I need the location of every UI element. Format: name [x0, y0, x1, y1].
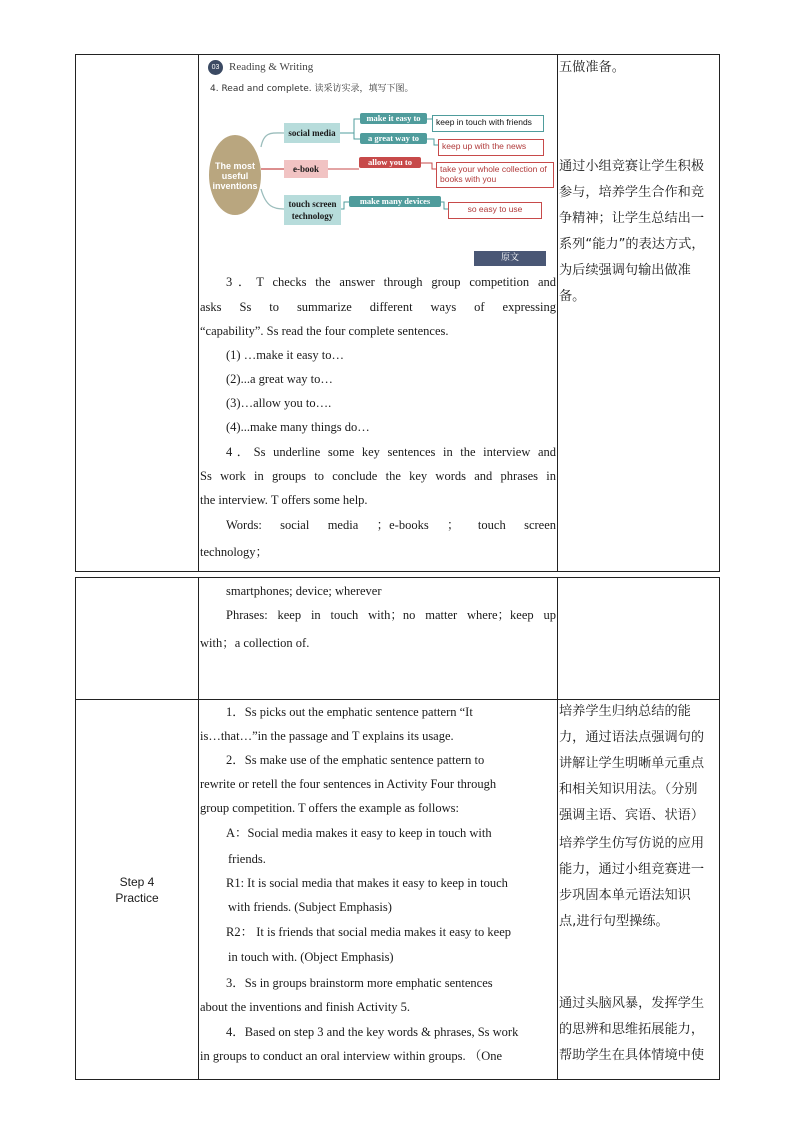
answer-keep-in-touch: keep in touch with friends: [432, 115, 544, 132]
answer-collection: take your whole collection of books with you: [436, 162, 554, 188]
body-line: Ss work in groups to conclude the key words and phrases in: [200, 469, 556, 483]
body-line: “capability”. Ss read the four complete sentences.: [200, 324, 449, 338]
practice-line: group competition. T offers the example as follows:: [200, 801, 459, 815]
pill-many-devices: make many devices: [349, 196, 441, 207]
design-note: 系列“能力”的表达方式，: [559, 237, 705, 252]
practice-line: 2．Ss make use of the emphatic sentence pattern to: [226, 753, 485, 767]
practice-line: friends.: [228, 852, 266, 866]
design-note: 通过头脑风暴，发挥学生: [559, 996, 705, 1011]
body-line: asks Ss to summarize different ways of expressing: [200, 300, 556, 314]
design-note: 讲解让学生明晰单元重点: [559, 756, 705, 771]
body-line: Phrases: keep in touch with；no matter where；keep up: [226, 608, 556, 622]
body-line: 3．T checks the answer through group competition and: [226, 275, 556, 289]
section-badge: 03: [208, 60, 223, 75]
design-note: 通过小组竞赛让学生积极: [559, 159, 705, 174]
body-line: (1) …make it easy to…: [226, 348, 345, 362]
design-note: 为后续强调句输出做准: [559, 263, 691, 278]
column-divider: [198, 55, 199, 571]
step-label: Step 4: [119, 875, 155, 889]
original-text-button[interactable]: 原文: [474, 251, 546, 266]
practice-line: rewrite or retell the four sentences in Activity Four through: [200, 777, 497, 791]
design-note: 步巩固本单元语法知识: [559, 888, 691, 903]
body-line: with；a collection of.: [200, 636, 310, 650]
pill-make-easy: make it easy to: [360, 113, 427, 124]
design-note: 培养学生仿写仿说的应用: [559, 836, 705, 851]
design-note: 帮助学生在具体情境中使: [559, 1048, 705, 1063]
design-note: 的思辨和思维拓展能力，: [559, 1022, 705, 1037]
column-divider: [198, 578, 199, 1079]
body-line: (2)...a great way to…: [226, 372, 333, 386]
reading-writing-figure: [204, 57, 554, 269]
body-line: Words: social media ；e-books ； touch screen: [226, 518, 556, 532]
practice-line: 4．Based on step 3 and the key words & phrases, Ss work: [226, 1025, 519, 1039]
design-note: 点,进行句型操练。: [559, 914, 669, 929]
practice-line: about the inventions and finish Activity 5.: [200, 1000, 411, 1014]
body-line: (3)…allow you to….: [226, 396, 332, 410]
body-line: the interview. T offers some help.: [200, 493, 368, 507]
body-line: smartphones; device; wherever: [226, 584, 382, 598]
design-note: 培养学生归纳总结的能: [559, 704, 691, 719]
node-touch-screen: touch screen technology: [284, 195, 341, 225]
practice-line: R2： It is friends that social media makes it easy to keep: [226, 925, 511, 939]
practice-line: 1．Ss picks out the emphatic sentence pattern “It: [226, 705, 473, 719]
section-header: Reading & Writing: [229, 61, 314, 73]
body-line: technology；: [200, 545, 269, 559]
practice-line: 3．Ss in groups brainstorm more emphatic sentences: [226, 976, 493, 990]
column-divider: [557, 55, 558, 571]
pill-allow-you: allow you to: [359, 157, 421, 168]
design-note: 和相关知识用法。（分别: [559, 782, 698, 797]
node-social-media: social media: [284, 123, 340, 143]
body-line: (4)...make many things do…: [226, 420, 370, 434]
row-divider: [76, 699, 719, 700]
answer-easy-use: so easy to use: [448, 202, 542, 219]
design-note: 能力，通过小组竞赛进一: [559, 862, 705, 877]
bottom-table: [75, 577, 720, 1080]
column-divider: [557, 578, 558, 1079]
practice-line: with friends. (Subject Emphasis): [228, 900, 392, 914]
top-table: [75, 54, 720, 572]
practice-line: R1: It is social media that makes it easy to keep in touch: [226, 876, 508, 890]
design-note: 备。: [559, 289, 586, 304]
design-note: 争精神；让学生总结出一: [559, 211, 705, 226]
node-e-book: e-book: [284, 160, 328, 178]
answer-keep-up: keep up with the news: [438, 139, 544, 156]
body-line: 4．Ss underline some key sentences in the interview and: [226, 445, 556, 459]
design-note: 力，通过语法点强调句的: [559, 730, 705, 745]
exercise-instruction: 4. Read and complete. 读采访实录，填写下图。: [210, 84, 414, 94]
center-label: The most useful inventions: [212, 161, 258, 191]
practice-line: is…that…”in the passage and T explains its usage.: [200, 729, 454, 743]
practice-line: A：Social media makes it easy to keep in touch with: [226, 826, 492, 840]
step-name: Practice: [115, 891, 159, 905]
design-note: 强调主语、宾语、状语）: [559, 808, 705, 823]
practice-line: in touch with. (Object Emphasis): [228, 950, 394, 964]
design-note: 参与，培养学生合作和竞: [559, 185, 705, 200]
practice-line: in groups to conduct an oral interview within groups. （One: [200, 1049, 503, 1063]
design-note: 五做准备。: [559, 60, 625, 75]
pill-great-way: a great way to: [360, 133, 427, 144]
